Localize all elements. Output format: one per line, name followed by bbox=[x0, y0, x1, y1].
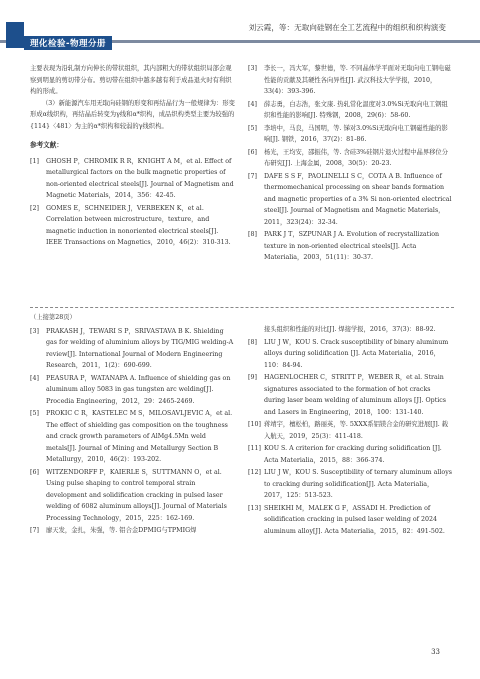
reference-text: PARK J T，SZPUNAR J A. Evolution of recrystallization texture in non-oriented electrical steels[J]. Acta Materialia，2003，51(11)：30-37. bbox=[264, 231, 440, 261]
reference-text: 蒋靖宇，檀松柏，路丽英，等. 5XXX系铝镁合金的研究进展[J]. 载入航天，2019，25(3)：411-418. bbox=[264, 421, 449, 440]
reference-text: PRAKASH J，TEWARI S P，SRIVASTAVA B K. Shielding gas for welding of aluminium alloys by TIG/MIG welding-A review[J]. International Journal of Modern Engineering Research，2011，1(2)：690-699. bbox=[46, 327, 234, 369]
reference-item bbox=[30, 203, 235, 249]
reference-text: LIU J W，KOU S. Crack susceptibility of binary aluminum alloys during solidification [J]. Acta Materialia，2016，110：84-94. bbox=[264, 338, 449, 369]
reference-item bbox=[248, 147, 453, 170]
reference-text: LIU J W，KOU S. Susceptibility of ternary aluminum alloys to cracking during solidification[J]. Acta Materialia，2017，125：513-523. bbox=[264, 469, 452, 499]
reference-number: [12] bbox=[248, 469, 261, 476]
reference-item bbox=[248, 99, 453, 122]
reference-number: [7] bbox=[30, 527, 39, 534]
right-column bbox=[248, 63, 453, 265]
reference-text: WITZENDORFF P，KAIERLE S，SUTTMANN O，et al. Using pulse shaping to control temporal strain development and solidification cracking in pulsed laser welding of 6082 aluminum alloys[J]. Journal of Materials Processing Technology，2015，225：162-169. bbox=[46, 468, 227, 522]
reference-item bbox=[248, 337, 453, 372]
reference-number: [5] bbox=[30, 410, 39, 417]
reference-text: 薛志勇，白志浩，张文康. 热轧常化温度对3.0%Si无取向电工钢组织和性能的影响[J]. 特殊钢，2008，29(6)：58-60. bbox=[264, 100, 448, 119]
page-header bbox=[0, 0, 480, 52]
reference-text: PEASURA P，WATANAPA A. Influence of shielding gas on aluminum alloy 5083 in gas tungsten arc welding[J]. Procedia Engineering，2012，29：2465-2469. bbox=[46, 374, 231, 405]
reference-item bbox=[248, 419, 453, 442]
reference-number: [13] bbox=[248, 504, 261, 512]
running-head: 刘云霞，等：无取向硅钢在全工艺流程中的组织和织构演变 bbox=[248, 23, 446, 32]
reference-item bbox=[30, 408, 235, 466]
section-divider bbox=[30, 307, 454, 308]
reference-text: 李长一，冯大军，黎世德，等. 不同晶体学平面对无取向电工钢电磁性能的贡献及其硬性各向异性[J]. 武汉科技大学学报，2010，33(4)：393-396. bbox=[264, 65, 451, 95]
journal-logo-mark bbox=[6, 22, 24, 48]
reference-text: 李培中，马良，马国明，等. 锑对3.0%Si无取向电工钢磁性能的影响[J]. 钢铁，2016，37(2)：81-86. bbox=[264, 124, 448, 143]
reference-number: [6] bbox=[248, 148, 257, 156]
reference-item bbox=[248, 372, 453, 418]
reference-text: HAGENLOCHER C，STRITT P，WEBER R，et al. Strain signatures associated to the formation of hot cracks during laser beam welding of aluminum alloys [J]. Optics and Lasers in Engineering，2018，100：131-140. bbox=[264, 374, 446, 416]
reference-number: [8] bbox=[248, 338, 257, 346]
reference-number: [3] bbox=[30, 327, 39, 335]
reference-item bbox=[248, 443, 453, 466]
reference-number: [9] bbox=[248, 374, 257, 381]
reference-text: GHOSH P，CHROMIK R R，KNIGHT A M，et al. Effect of metallurgical factors on the bulk magnetic properties of non-oriented electrical steels[J]. Journal of Magnetism and Magnetic Materials，2014，356：42-45. bbox=[46, 157, 234, 199]
reference-number: [4] bbox=[248, 100, 257, 108]
reference-number: [8] bbox=[248, 231, 257, 238]
journal-logo-text: 理化检验-物理分册 bbox=[24, 36, 112, 50]
reference-text: PROKIC C R，KASTELEC M S，MILOSAVLJEVIC A，et al. The effect of shielding gas composition on the toughness and crack growth parameters of AlMg4.5Mn weld metals[J]. Journal of Mining and Metallurgy Section B Metallurgy，2010，46(2)：193-202. bbox=[46, 410, 233, 463]
reference-item bbox=[30, 326, 235, 372]
reference-text: 杨光，王均安，邵振伟，等. 含硅3%硅钢片退火过程中晶界移位分布研究[J]. 上海金属，2008，30(5)：20-23. bbox=[264, 148, 449, 167]
reference-number: [1] bbox=[30, 157, 39, 165]
body-paragraph: 主要表现为沿轧制方向伸长的带状组织，其内部粗大的带状组织局部会观察到明显的剪切带分布。剪切带在组织中越多越有利于成品退火时有利织构的形成。 bbox=[30, 65, 232, 95]
reference-number: [10] bbox=[248, 421, 261, 428]
reference-item bbox=[248, 324, 453, 336]
page-number: 33 bbox=[431, 648, 440, 656]
reference-item bbox=[30, 373, 235, 408]
body-paragraph: （3）新能源汽车用无取向硅钢的形变和再结晶行为一般规律为：形变形成α线织构，再结晶后转变为γ线和α*织构，成品织构类型主要为较强的{114}〈481〉为主的α*织构和较弱的γ线织构。 bbox=[30, 99, 235, 130]
continuation-note: （上接第28页） bbox=[30, 314, 76, 321]
references-heading: 参考文献： bbox=[30, 141, 63, 149]
reference-text: DAFE S S F，PAOLINELLI S C，COTA A B. Influence of thermomechanical processing on shear bands formation and magnetic properties of a 3% Si non-oriented electrical steel[J]. Journal of Magnetism and Magnetic Materials，2011，323(24)：32-34. bbox=[264, 172, 452, 226]
reference-text: SHEIKHI M，MALEK G F，ASSADI H. Prediction of solidification cracking in pulsed laser welding of 2024 aluminum alloy[J]. Acta Materialia，2015，82：491-502. bbox=[264, 504, 445, 535]
reference-number: [7] bbox=[248, 172, 257, 180]
reference-item bbox=[248, 467, 453, 502]
reference-item bbox=[248, 171, 453, 229]
reference-number: [3] bbox=[248, 65, 257, 72]
reference-item bbox=[248, 229, 453, 264]
reference-item bbox=[248, 63, 453, 98]
reference-text: GOMES E，SCHNEIDER J，VERBEKEN K，et al. Correlation between microstructure，texture，and magnetic induction in nonoriented electrical steels[J]. IEEE Transactions on Magnetics，2010，46(2)：310-313. bbox=[46, 204, 231, 246]
reference-item bbox=[30, 156, 235, 202]
continuation-right-column bbox=[248, 324, 453, 538]
reference-number: [6] bbox=[30, 468, 39, 476]
continuation-left-column bbox=[30, 312, 235, 538]
reference-item bbox=[248, 123, 453, 146]
reference-number bbox=[248, 324, 264, 336]
reference-number: [11] bbox=[248, 445, 261, 452]
reference-text: 接头组织和性能的对比[J]. 焊接学报，2016，37(3)：88-92. bbox=[264, 326, 436, 333]
reference-item bbox=[30, 467, 235, 525]
reference-text: KOU S. A criterion for cracking during solidification [J]. Acta Materialia，2015，88：366-374. bbox=[264, 445, 442, 464]
reference-item bbox=[30, 525, 235, 537]
reference-number: [2] bbox=[30, 204, 39, 212]
reference-item bbox=[248, 503, 453, 538]
reference-number: [5] bbox=[248, 124, 257, 132]
reference-number: [4] bbox=[30, 374, 39, 382]
left-column bbox=[30, 63, 235, 250]
reference-text: 廖天发，金扎，朱强，等. 铝合金DPMIG与TPMIG焊 bbox=[46, 527, 197, 534]
